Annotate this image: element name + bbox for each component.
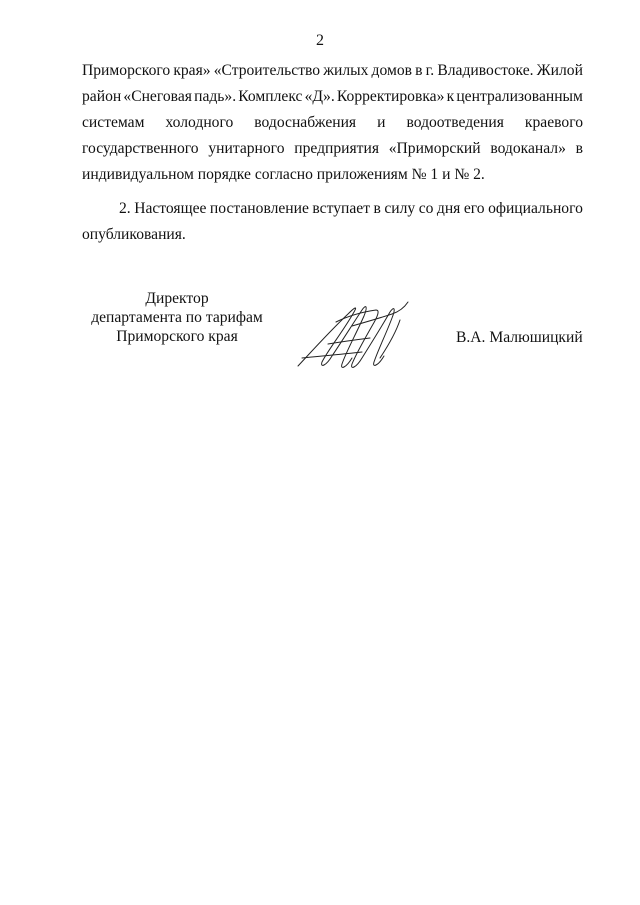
word: Владивостоке.: [437, 62, 534, 79]
paragraph-2-line-2: опубликования.: [82, 226, 186, 243]
word: официального: [488, 200, 583, 217]
word: и: [377, 114, 386, 131]
word: дня: [436, 200, 461, 217]
word: Комплекс: [238, 88, 303, 105]
word: предприятия: [294, 140, 380, 157]
word: постановление: [209, 200, 309, 217]
word: 2.: [119, 200, 131, 217]
word: падь».: [194, 88, 237, 105]
word: вступает: [312, 200, 371, 217]
paragraph-1-line-2: [82, 84, 583, 110]
document-body: [82, 58, 583, 248]
word: «Снеговая: [123, 88, 192, 105]
word: водоснабжения: [254, 114, 357, 131]
word: г.: [425, 62, 435, 79]
handwritten-signature-icon: [292, 296, 412, 374]
word: со: [418, 200, 434, 217]
paragraph-1-line-5: индивидуальном порядке согласно приложениям № 1 и № 2.: [82, 166, 485, 183]
signatory-title-line-1: Директор: [145, 290, 209, 307]
paragraph-2-line-1: [82, 196, 583, 222]
word: холодного: [165, 114, 234, 131]
word: в: [373, 200, 381, 217]
word: водоотведения: [406, 114, 504, 131]
signatory-title-line-3: Приморского края: [116, 328, 238, 345]
signatory-title: [82, 289, 272, 346]
page-number: 2: [316, 32, 324, 49]
word: водоканал»: [490, 140, 566, 157]
word: централизованным: [456, 88, 583, 105]
word: «Строительство: [213, 62, 321, 79]
word: «Приморский: [388, 140, 481, 157]
paragraph-1-line-1: [82, 58, 583, 84]
word: края»: [173, 62, 211, 79]
word: Настоящее: [134, 200, 207, 217]
signer-name: В.А. Малюшицкий: [456, 329, 583, 346]
word: краевого: [524, 114, 583, 131]
word: силу: [384, 200, 416, 217]
word: в: [575, 140, 583, 157]
word: его: [463, 200, 485, 217]
word: Жилой: [536, 62, 583, 79]
paragraph-1-line-3: [82, 110, 583, 136]
paragraph-1-line-4: [82, 136, 583, 162]
word: район: [82, 88, 122, 105]
word: унитарного: [208, 140, 285, 157]
word: к: [446, 88, 455, 105]
word: Приморского: [82, 62, 171, 79]
word: домов: [371, 62, 413, 79]
word: государственного: [82, 140, 199, 157]
word: в: [415, 62, 423, 79]
word: Корректировка»: [336, 88, 445, 105]
word: «Д».: [304, 88, 335, 105]
word: жилых: [323, 62, 369, 79]
word: системам: [82, 114, 145, 131]
signatory-title-line-2: департамента по тарифам: [91, 309, 263, 326]
